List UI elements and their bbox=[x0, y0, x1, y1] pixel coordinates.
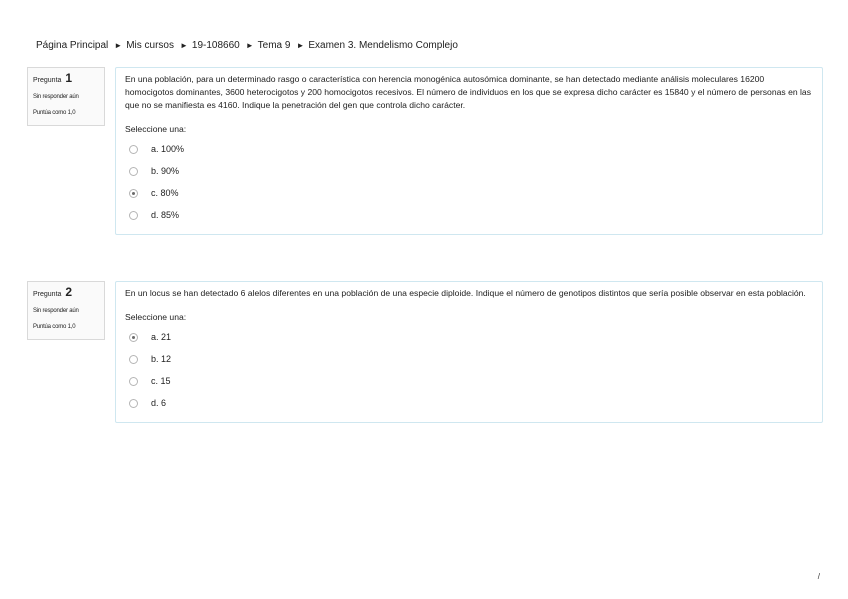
question-content bbox=[115, 67, 823, 235]
answer-option[interactable] bbox=[125, 138, 814, 160]
answer-label[interactable]: b. 90% bbox=[151, 166, 180, 176]
answer-label[interactable]: a. 100% bbox=[151, 144, 185, 154]
answer-option[interactable] bbox=[125, 392, 814, 414]
answer-prompt: Seleccione una: bbox=[125, 124, 187, 134]
answer-options bbox=[125, 326, 814, 414]
question-status: Sin responder aún bbox=[33, 308, 79, 314]
question-text: En un locus se han detectado 6 alelos diferentes en una población de una especie diploide. Indique el número de genotipos distintos que sería posible observar en esta población. bbox=[125, 288, 806, 298]
answer-prompt: Seleccione una: bbox=[125, 312, 187, 322]
answer-label[interactable]: c. 80% bbox=[151, 188, 179, 198]
breadcrumb-exam[interactable]: Examen 3. Mendelismo Complejo bbox=[308, 40, 458, 51]
breadcrumb-topic[interactable]: Tema 9 bbox=[257, 40, 291, 51]
question-number: 2 bbox=[65, 285, 73, 299]
breadcrumb-my-courses[interactable]: Mis cursos bbox=[126, 40, 174, 51]
answer-option[interactable] bbox=[125, 348, 814, 370]
question-label: Pregunta bbox=[33, 77, 62, 84]
radio-button[interactable] bbox=[129, 399, 138, 408]
question-text: En una población, para un determinado rasgo o característica con herencia monogénica autosómica dominante, se han detectado mediante análisis moleculares 16200 homocigotos dominantes, 3600 heterocigotos y 200 homocigotos recesivos. El número de individuos en los que se expresa dicho carácter es 15840 y el número de personas en las que no se manifiesta es 4160. Indique la penetración del gen que controla dicho carácter. bbox=[125, 74, 811, 110]
page-number: / bbox=[817, 572, 820, 581]
question-number: 1 bbox=[65, 71, 73, 85]
answer-option[interactable] bbox=[125, 182, 814, 204]
radio-button[interactable] bbox=[129, 167, 138, 176]
answer-label[interactable]: d. 6 bbox=[151, 398, 167, 408]
radio-button[interactable] bbox=[129, 211, 138, 220]
question-points: Puntúa como 1,0 bbox=[33, 110, 76, 116]
answer-label[interactable]: b. 12 bbox=[151, 354, 172, 364]
breadcrumb-separator-icon: ► bbox=[245, 41, 254, 50]
breadcrumb bbox=[36, 40, 458, 51]
answer-label[interactable]: d. 85% bbox=[151, 210, 180, 220]
radio-button[interactable] bbox=[129, 145, 138, 154]
question-status: Sin responder aún bbox=[33, 94, 79, 100]
radio-button-selected[interactable] bbox=[129, 333, 138, 342]
answer-option[interactable] bbox=[125, 204, 814, 226]
answer-options bbox=[125, 138, 814, 226]
answer-option[interactable] bbox=[125, 326, 814, 348]
breadcrumb-separator-icon: ► bbox=[296, 41, 305, 50]
question-content bbox=[115, 281, 823, 423]
answer-label[interactable]: c. 15 bbox=[151, 376, 171, 386]
answer-option[interactable] bbox=[125, 370, 814, 392]
question-info bbox=[27, 67, 105, 126]
breadcrumb-separator-icon: ► bbox=[179, 41, 188, 50]
question-points: Puntúa como 1,0 bbox=[33, 324, 76, 330]
breadcrumb-separator-icon: ► bbox=[114, 41, 123, 50]
radio-button[interactable] bbox=[129, 377, 138, 386]
breadcrumb-home[interactable]: Página Principal bbox=[36, 40, 109, 51]
radio-button[interactable] bbox=[129, 355, 138, 364]
breadcrumb-course[interactable]: 19-108660 bbox=[191, 40, 240, 51]
radio-button-selected[interactable] bbox=[129, 189, 138, 198]
answer-label[interactable]: a. 21 bbox=[151, 332, 172, 342]
question-label: Pregunta bbox=[33, 291, 62, 298]
question-info bbox=[27, 281, 105, 340]
answer-option[interactable] bbox=[125, 160, 814, 182]
